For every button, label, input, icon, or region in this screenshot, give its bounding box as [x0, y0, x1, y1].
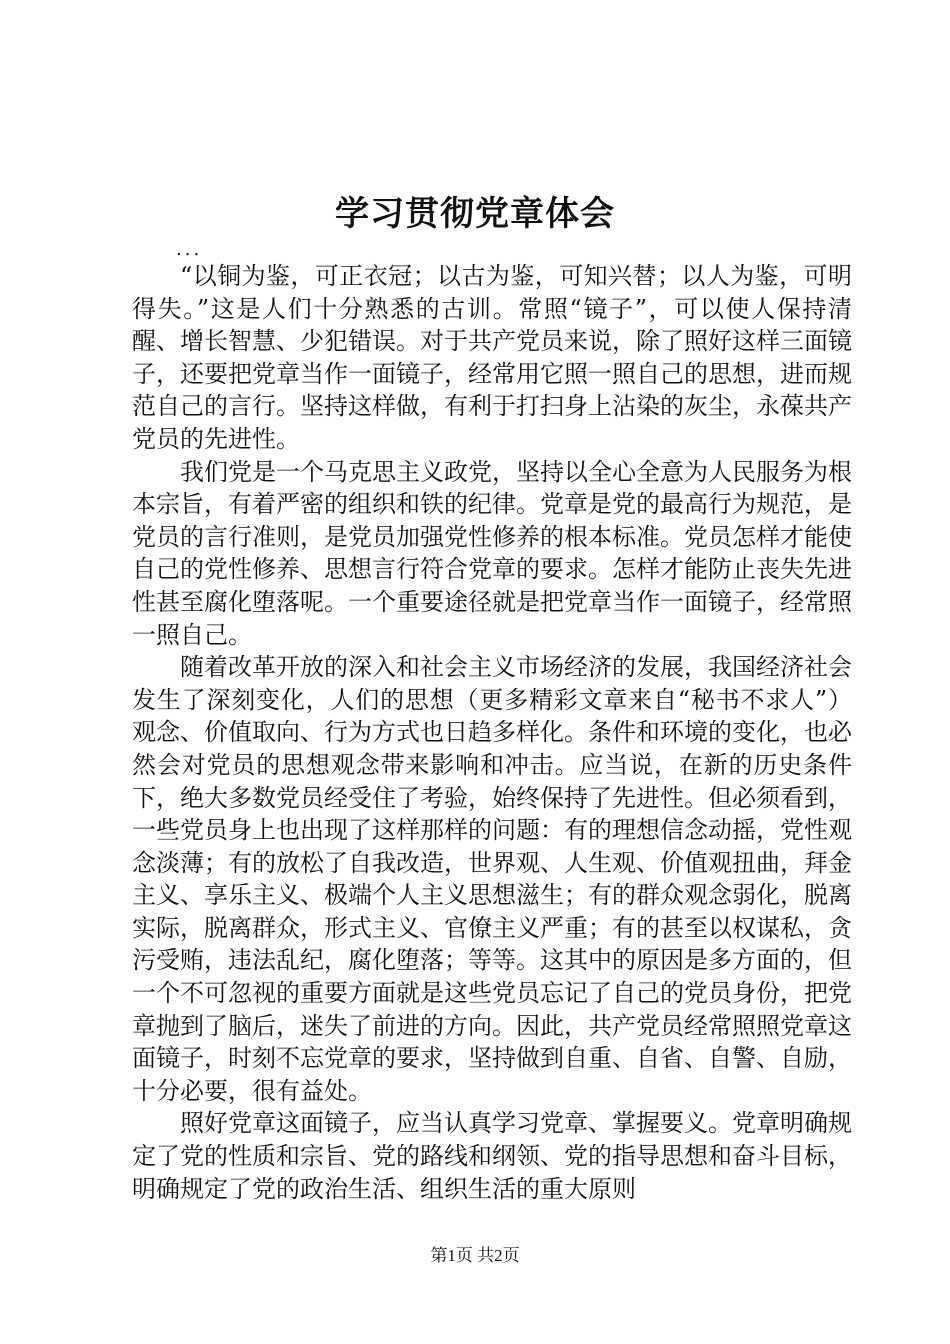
paragraph-2: 我们党是一个马克思主义政党，坚持以全心全意为人民服务为根本宗旨，有着严密的组织和铁的纪律。党章是党的最高行为规范，是党员的言行准则，是党员加强党性修养的根本标准。党员怎样才能使自己的党性修养、思想言行符合党章的要求。怎样才能防止丧失先进性甚至腐化堕落呢。一个重要途径就是把党章当作一面镜子，经常照一照自己。: [132, 457, 852, 649]
paragraph-3: 随着改革开放的深入和社会主义市场经济的发展，我国经济社会发生了深刻变化，人们的思想（更多精彩文章来自“秘书不求人”）观念、价值取向、行为方式也日趋多样化。条件和环境的变化，也必然会对党员的思想观念带来影响和冲击。应当说，在新的历史条件下，绝大多数党员经受住了考验，始终保持了先进性。但必须看到，一些党员身上也出现了这样那样的问题：有的理想信念动摇，党性观念淡薄；有的放松了自我改造，世界观、人生观、价值观扭曲，拜金主义、享乐主义、极端个人主义思想滋生；有的群众观念弱化，脱离实际，脱离群众，形式主义、官僚主义严重；有的甚至以权谋私，贪污受贿，违法乱纪，腐化堕落；等等。这其中的原因是多方面的，但一个不可忽视的重要方面就是这些党员忘记了自己的党员身份，把党章抛到了脑后，迷失了前进的方向。因此，共产党员经常照照党章这面镜子，时刻不忘党章的要求，坚持做到自重、自省、自警、自励，十分必要，很有益处。: [132, 653, 852, 1105]
ellipsis-marker: ...: [176, 239, 203, 260]
paragraph-4: 照好党章这面镜子，应当认真学习党章、掌握要义。党章明确规定了党的性质和宗旨、党的路线和纲领、党的指导思想和奋斗目标，明确规定了党的政治生活、组织生活的重大原则: [132, 1109, 852, 1203]
document-title: 学习贯彻党章体会: [335, 194, 615, 234]
page-number-footer: 第1页 共2页: [430, 1246, 520, 1265]
paragraph-1: “以铜为鉴，可正衣冠；以古为鉴，可知兴替；以人为鉴，可明得失。”这是人们十分熟悉的古训。常照“镜子”，可以使人保持清醒、增长智慧、少犯错误。对于共产党员来说，除了照好这样三面镜子，还要把党章当作一面镜子，经常用它照一照自己的思想，进而规范自己的言行。坚持这样做，有利于打扫身上沾染的灰尘，永葆共产党员的先进性。: [132, 262, 852, 453]
document-body: [132, 260, 852, 1205]
